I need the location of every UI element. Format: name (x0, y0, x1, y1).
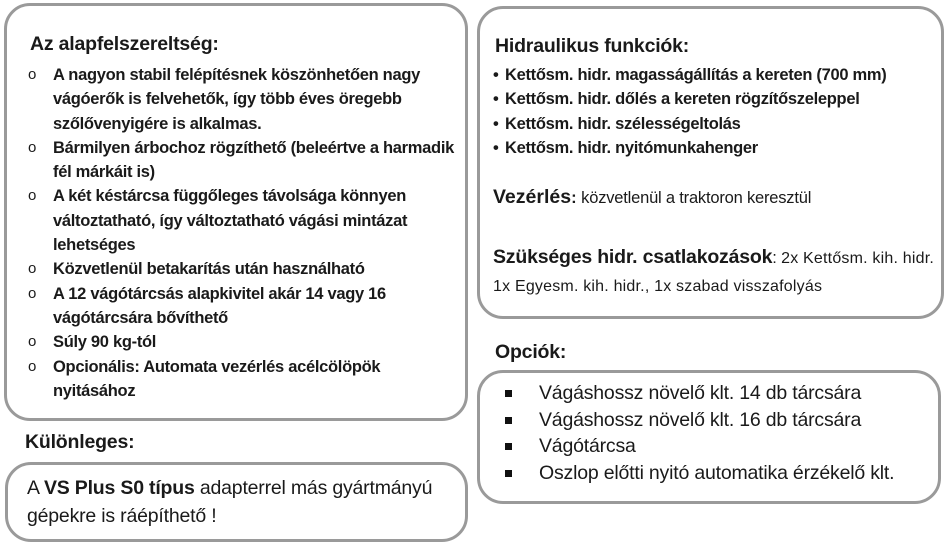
special-text-after: adapterrel más gyártmányú gépekre is ráépíthető ! (27, 477, 433, 527)
square-bullet-icon (505, 390, 512, 397)
connections-label: Szükséges hidr. csatlakozások (493, 246, 773, 268)
basic-item (28, 355, 463, 404)
control-value: közvetlenül a traktoron keresztül (581, 189, 812, 207)
hydr-item (493, 136, 938, 160)
basic-equipment-title: Az alapfelszereltség: (30, 33, 219, 55)
basic-item (28, 330, 463, 354)
special-text-model: VS Plus S0 típus (43, 477, 195, 499)
dot-bullet-icon: • (493, 66, 499, 84)
option-item (505, 380, 935, 407)
basic-item (28, 184, 463, 257)
square-bullet-icon (505, 443, 512, 450)
hydr-item (493, 112, 938, 136)
hydraulic-functions-title: Hidraulikus funkciók: (495, 35, 690, 57)
square-bullet-icon (505, 470, 512, 477)
square-bullet-icon (505, 417, 512, 424)
circle-bullet-icon: o (28, 187, 37, 205)
hydr-item-text: Kettősm. hidr. magasságállítás a kereten (700 mm) (505, 66, 887, 84)
basic-item (28, 282, 463, 331)
basic-item (28, 257, 463, 281)
basic-item-text: A nagyon stabil felépítésnek köszönhetően nagy vágóerők is felvehetők, így több éves öregebb szőlővenyigére is alkalmas. (53, 66, 420, 133)
hydr-item (493, 87, 938, 111)
circle-bullet-icon: o (28, 138, 37, 156)
option-item-text: Vágáshossz növelő klt. 14 db tárcsára (539, 382, 862, 404)
hydr-item-text: Kettősm. hidr. nyitómunkahenger (505, 138, 758, 157)
dot-bullet-icon: • (493, 138, 499, 157)
option-item-text: Vágáshossz növelő klt. 16 db tárcsára (539, 408, 862, 431)
basic-item-text: Bármilyen árbochoz rögzíthető (beleértve a harmadik fél márkáit is) (53, 138, 454, 182)
control-colon: : (571, 189, 577, 207)
option-item (505, 460, 935, 487)
hydr-item-text: Kettősm. hidr. dőlés a kereten rögzítőszeleppel (505, 90, 860, 109)
special-title: Különleges: (25, 431, 135, 453)
hydr-item-text: Kettősm. hidr. szélességeltolás (505, 114, 741, 133)
special-text (27, 475, 457, 530)
circle-bullet-icon: o (28, 66, 37, 83)
control-label: Vezérlés (493, 186, 572, 208)
option-item (505, 433, 935, 460)
option-item (505, 407, 935, 434)
option-item-text: Oszlop előtti nyitó automatika érzékelő klt. (539, 461, 895, 484)
hydraulic-functions-list (493, 63, 938, 160)
basic-item-text: A két késtárcsa függőleges távolsága könnyen változtatható, így változtatható vágási mintázat lehetséges (53, 187, 408, 255)
options-list (505, 380, 935, 486)
basic-item-text: Súly 90 kg-tól (53, 333, 157, 352)
connections-block (493, 243, 938, 301)
basic-equipment-list (28, 63, 463, 403)
options-title: Opciók: (495, 341, 567, 363)
basic-item-text: A 12 vágótárcsás alapkivitel akár 14 vagy 16 vágótárcsára bővíthető (53, 284, 386, 327)
special-text-before: A (27, 477, 44, 499)
option-item-text: Vágótárcsa (539, 435, 636, 457)
circle-bullet-icon: o (28, 357, 37, 375)
connections-colon: : (772, 249, 777, 267)
dot-bullet-icon: • (493, 90, 499, 109)
circle-bullet-icon: o (28, 284, 37, 302)
basic-item-text: Opcionális: Automata vezérlés acélcölöpök nyitásához (53, 357, 381, 400)
basic-item (28, 63, 463, 136)
hydr-item (493, 63, 938, 87)
control-line (493, 186, 811, 209)
circle-bullet-icon: o (28, 333, 37, 351)
connections-value: 2x Kettősm. kih. hidr. 1x Egyesm. kih. hidr., 1x szabad visszafolyás (493, 250, 935, 295)
basic-item-text: Közvetlenül betakarítás után használható (53, 260, 365, 279)
basic-item (28, 136, 463, 185)
circle-bullet-icon: o (28, 260, 37, 278)
dot-bullet-icon: • (493, 114, 499, 133)
